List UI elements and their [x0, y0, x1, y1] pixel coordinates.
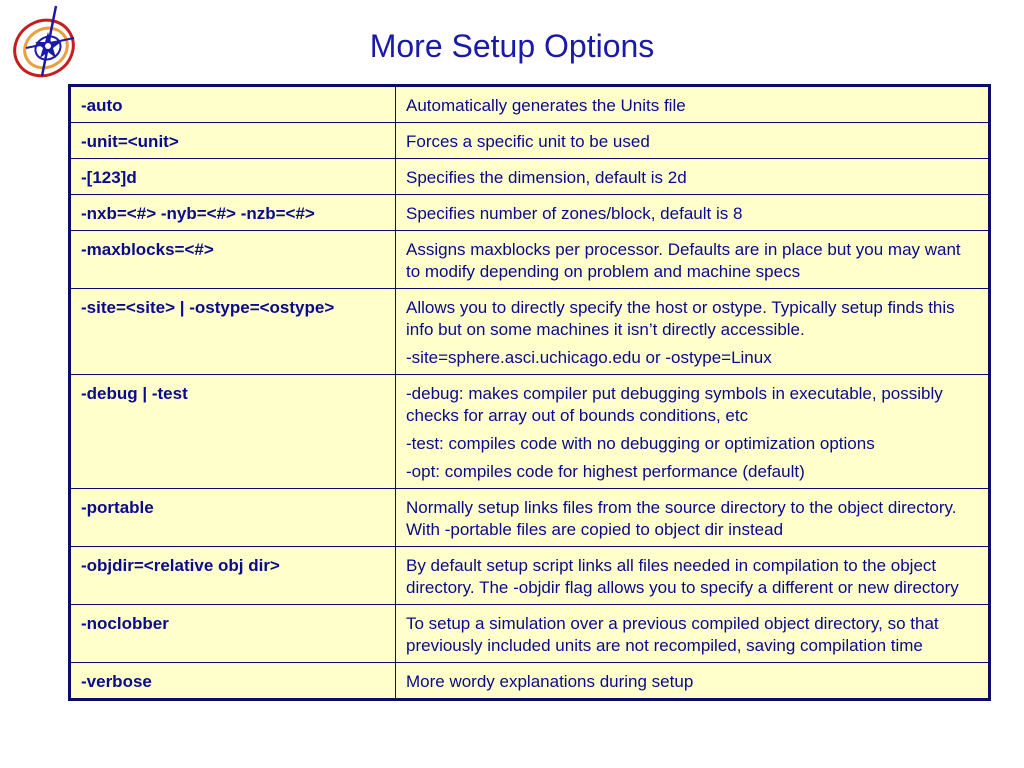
description-line: Specifies the dimension, default is 2d — [406, 168, 687, 187]
option-flag: -unit=<unit> — [70, 123, 396, 159]
option-flag: -debug | -test — [70, 375, 396, 489]
table-row — [70, 289, 990, 375]
table-row — [70, 375, 990, 489]
table-row — [70, 489, 990, 547]
description-line: To setup a simulation over a previous compiled object directory, so that previously included units are not recompiled, saving compilation time — [406, 614, 939, 655]
description-line: Automatically generates the Units file — [406, 96, 686, 115]
option-description — [396, 231, 990, 289]
option-flag: -noclobber — [70, 605, 396, 663]
description-line: More wordy explanations during setup — [406, 672, 694, 691]
description-line: Specifies number of zones/block, default is 8 — [406, 204, 743, 223]
table-row — [70, 86, 990, 123]
slide-title: More Setup Options — [369, 28, 655, 64]
description-line: -site=sphere.asci.uchicago.edu or -ostype=Linux — [406, 348, 772, 367]
table-row — [70, 547, 990, 605]
option-flag: -verbose — [70, 663, 396, 700]
option-description — [396, 159, 990, 195]
description-line: -test: compiles code with no debugging or optimization options — [406, 434, 875, 453]
option-description — [396, 547, 990, 605]
option-flag: -nxb=<#> -nyb=<#> -nzb=<#> — [70, 195, 396, 231]
option-flag: -objdir=<relative obj dir> — [70, 547, 396, 605]
description-line: Allows you to directly specify the host or ostype. Typically setup finds this info but on some machines it isn’t directly accessible. — [406, 298, 955, 339]
option-description — [396, 123, 990, 159]
options-table — [68, 84, 991, 701]
option-description — [396, 663, 990, 700]
description-line: -debug: makes compiler put debugging symbols in executable, possibly checks for array out of bounds conditions, etc — [406, 384, 943, 425]
option-flag: -portable — [70, 489, 396, 547]
option-description — [396, 289, 990, 375]
option-description — [396, 195, 990, 231]
description-line: Assigns maxblocks per processor. Defaults are in place but you may want to modify depending on problem and machine specs — [406, 240, 961, 281]
option-flag: -[123]d — [70, 159, 396, 195]
description-line: By default setup script links all files needed in compilation to the object directory. The -objdir flag allows you to specify a different or new directory — [406, 556, 959, 597]
option-description — [396, 86, 990, 123]
option-description — [396, 489, 990, 547]
option-flag: -maxblocks=<#> — [70, 231, 396, 289]
description-line: -opt: compiles code for highest performance (default) — [406, 462, 805, 481]
option-flag: -auto — [70, 86, 396, 123]
table-row — [70, 195, 990, 231]
table-row — [70, 605, 990, 663]
option-description — [396, 375, 990, 489]
option-description — [396, 605, 990, 663]
table-row — [70, 663, 990, 700]
table-row — [70, 123, 990, 159]
table-row — [70, 159, 990, 195]
description-line: Forces a specific unit to be used — [406, 132, 650, 151]
table-row — [70, 231, 990, 289]
option-flag: -site=<site> | -ostype=<ostype> — [70, 289, 396, 375]
description-line: Normally setup links files from the source directory to the object directory. With -portable files are copied to object dir instead — [406, 498, 957, 539]
